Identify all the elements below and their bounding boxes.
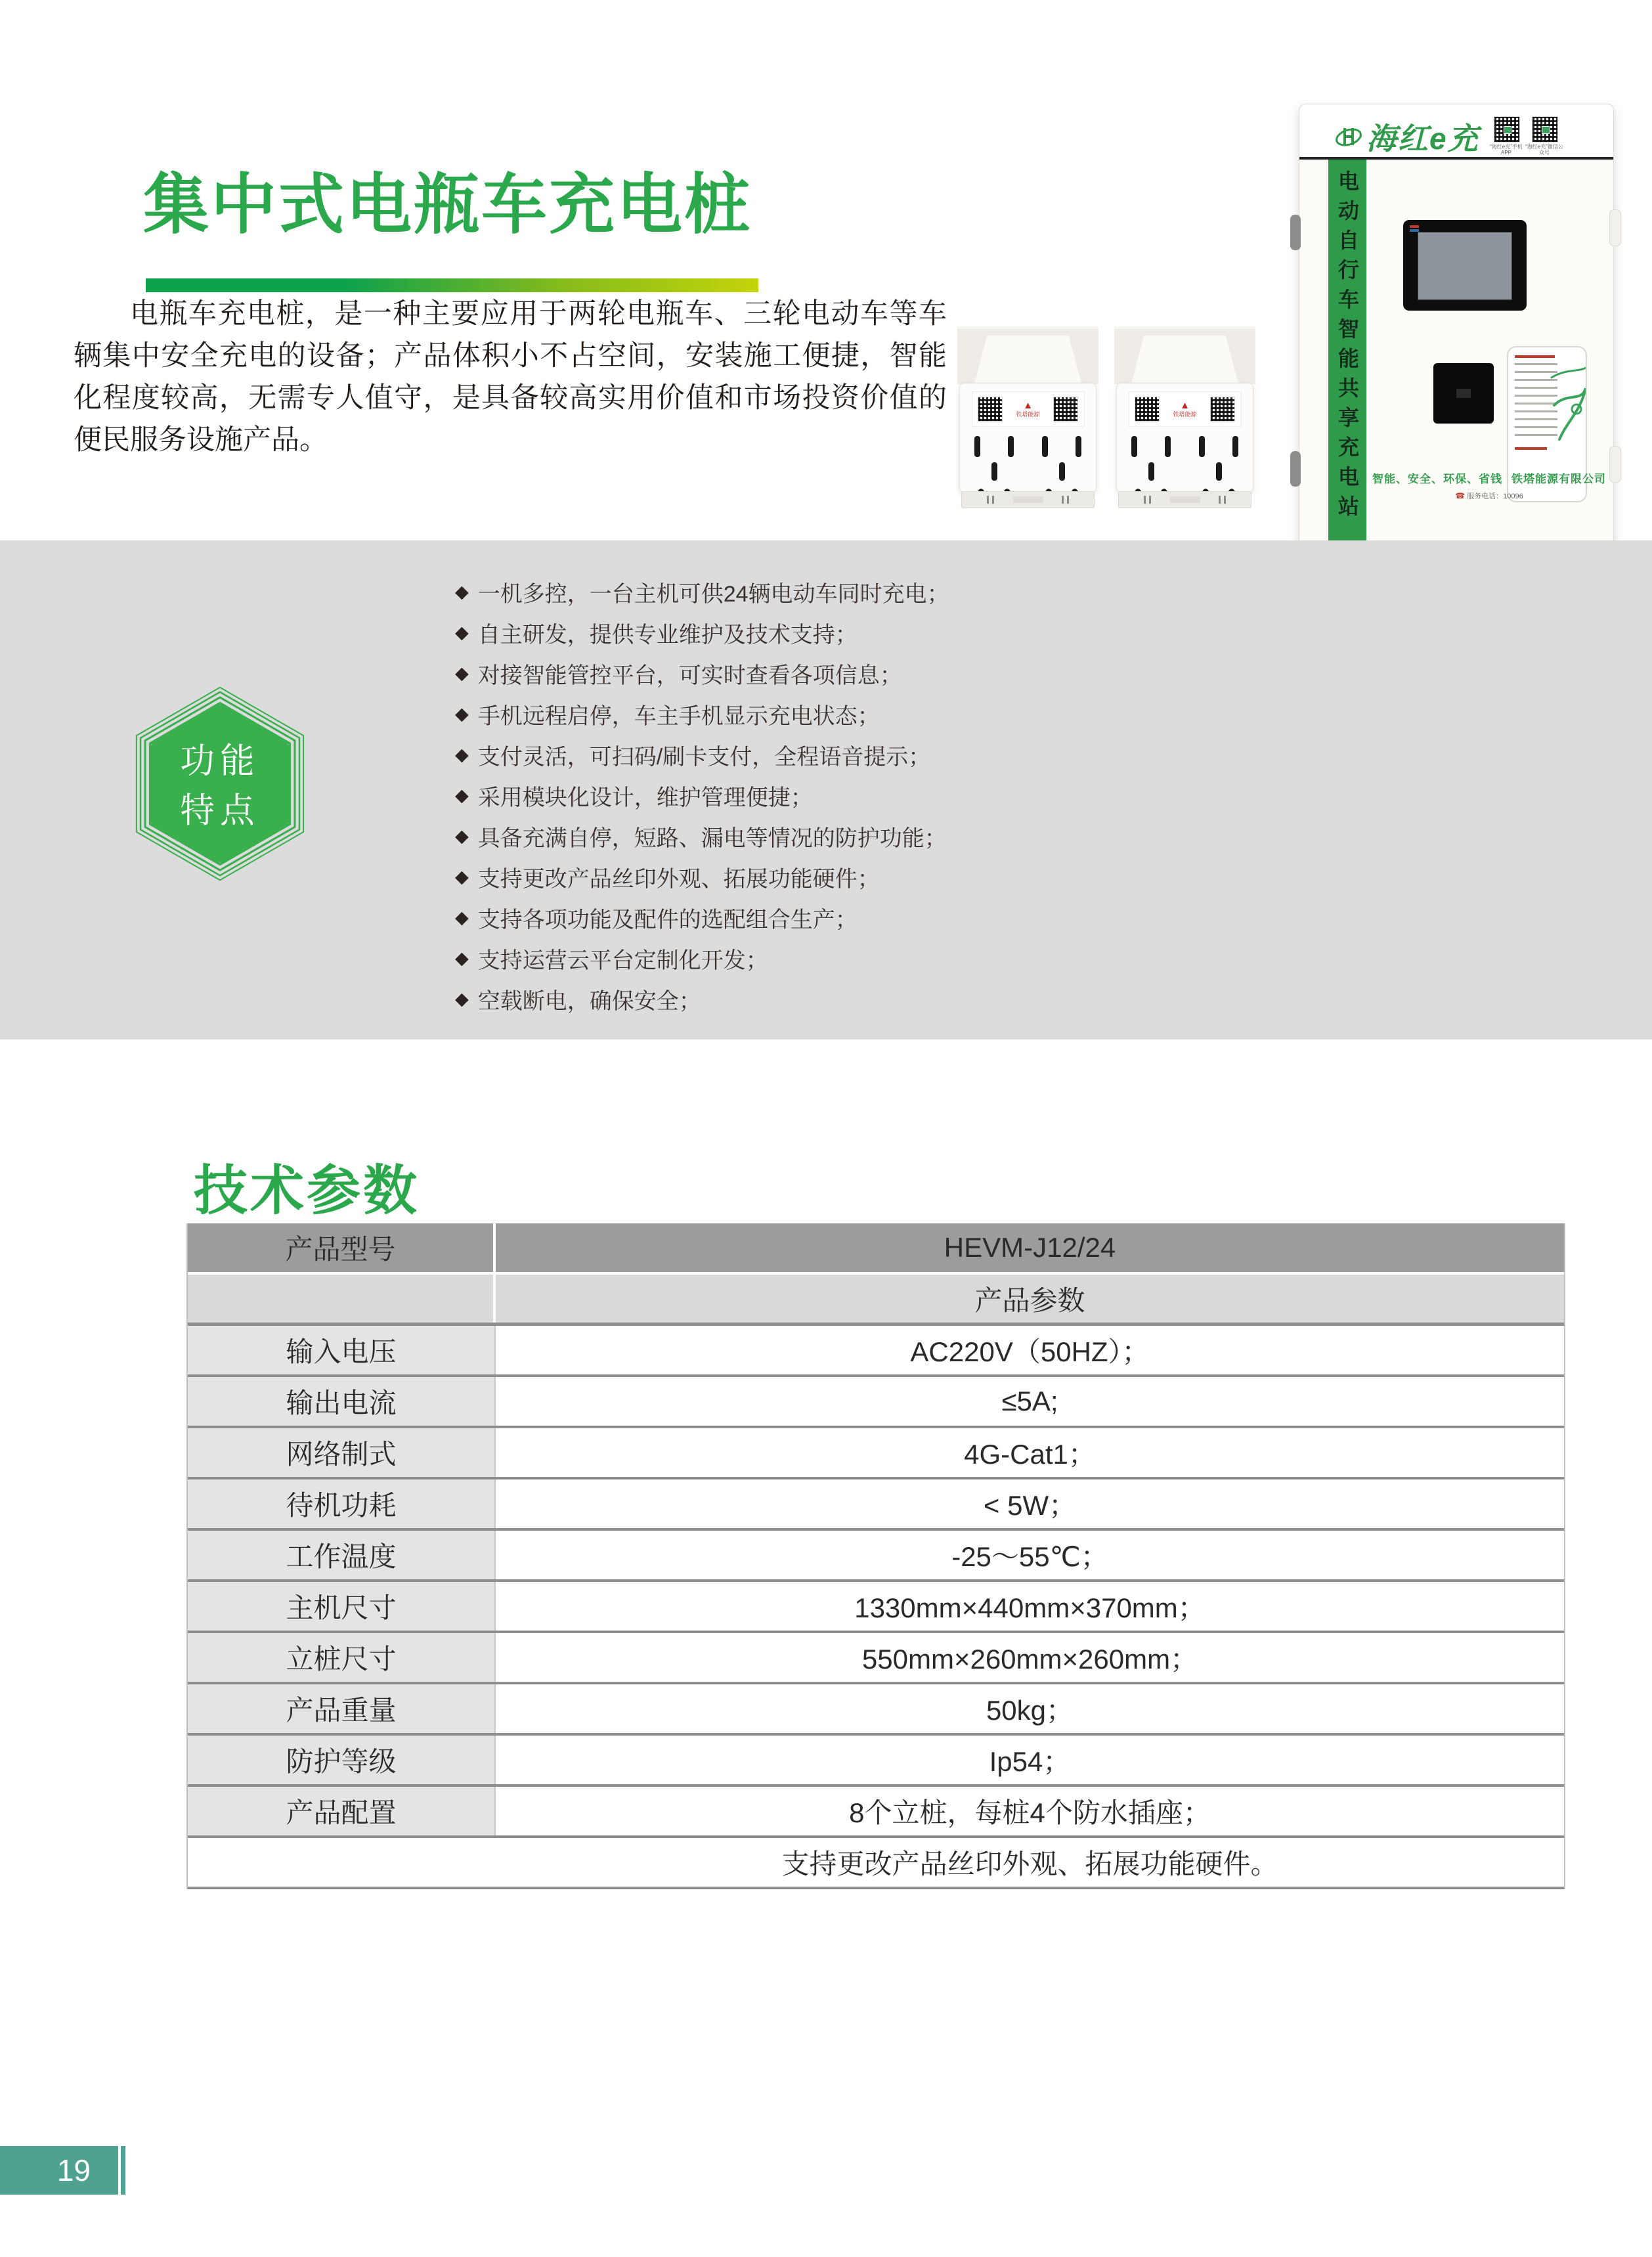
diamond-bullet-icon: ◆ <box>455 948 469 968</box>
cabinet-side-banner <box>1328 160 1366 550</box>
cabinet-touchscreen <box>1403 220 1527 311</box>
hexagon-badge-icon <box>110 664 330 900</box>
qr-code-icon <box>1532 116 1558 142</box>
product-photo-socket-box-2 <box>1114 326 1255 508</box>
socket-box-label <box>972 391 1085 427</box>
spec-value: 550mm×260mm×260mm； <box>496 1633 1564 1682</box>
badge-text-line1: 功能 <box>180 741 260 781</box>
spec-value: HEVM-J12/24 <box>944 1232 1116 1263</box>
table-row-section <box>188 1275 1564 1326</box>
spec-value: < 5W； <box>496 1479 1564 1528</box>
brand-name: 海红e充 <box>1366 121 1479 156</box>
spec-label: 主机尺寸 <box>188 1582 496 1631</box>
cabinet-qr-block <box>1490 116 1527 156</box>
diamond-bullet-icon: ◆ <box>455 866 469 887</box>
specs-heading: 技术参数 <box>194 1161 420 1221</box>
feature-text: 支付灵活，可扫码/刷卡支付，全程语音提示； <box>477 744 931 770</box>
feature-text: 支持各项功能及配件的选配组合生产； <box>477 907 858 932</box>
tower-energy-logo <box>1016 401 1039 418</box>
bird-graphic-icon <box>1548 366 1587 451</box>
qr-code-icon <box>1494 116 1520 142</box>
spec-label: 待机功耗 <box>188 1479 496 1528</box>
feature-text: 空载断电，确保安全； <box>477 988 701 1014</box>
feature-item <box>455 693 949 734</box>
table-row <box>188 1633 1564 1684</box>
tower-energy-logo <box>1173 401 1196 418</box>
cabinet-side-banner-text: 电动自行车智能共享充电站 <box>1336 170 1359 525</box>
table-row <box>188 1582 1564 1633</box>
socket-box-label <box>1129 391 1242 427</box>
spec-label: 产品型号 <box>188 1223 496 1272</box>
spec-rows <box>188 1326 1564 1838</box>
features-section <box>0 540 1652 1040</box>
spec-value: 4G-Cat1； <box>496 1428 1564 1477</box>
socket-box-front <box>1116 383 1253 493</box>
spec-label: 产品重量 <box>188 1684 496 1733</box>
feature-text: 自主研发，提供专业维护及技术支持； <box>477 622 858 647</box>
diamond-bullet-icon: ◆ <box>455 825 469 846</box>
qr-code-icon <box>978 397 1003 422</box>
qr-code-icon <box>1210 397 1235 422</box>
feature-text: 具备充满自停，短路、漏电等情况的防护功能； <box>477 825 947 851</box>
product-photo-socket-box-1 <box>957 326 1098 508</box>
brand-logo <box>1335 115 1479 158</box>
cabinet-phone <box>1370 491 1608 501</box>
socket-box-canopy <box>1114 326 1255 384</box>
mounting-bracket-icon <box>1609 446 1621 483</box>
socket-box-canopy <box>957 326 1098 384</box>
triangle-logo-icon: ▲ <box>1023 400 1033 411</box>
table-row <box>188 1428 1564 1479</box>
spec-label: 立桩尺寸 <box>188 1633 496 1682</box>
diamond-bullet-icon: ◆ <box>455 581 469 602</box>
qr-code-icon <box>1135 397 1160 422</box>
spec-footnote: 支持更改产品丝印外观、拓展功能硬件。 <box>781 1849 1278 1879</box>
socket-label-caption: 铁塔能源 <box>1016 411 1040 418</box>
section-label: 产品参数 <box>974 1284 1085 1316</box>
spec-value: 8个立桩，每桩4个防水插座； <box>496 1787 1564 1835</box>
spec-label: 工作温度 <box>188 1531 496 1579</box>
feature-list <box>455 571 949 1019</box>
feature-item <box>455 571 949 612</box>
triangle-logo-icon: ▲ <box>1180 400 1190 411</box>
feature-item <box>455 612 949 653</box>
screen-display <box>1418 232 1512 300</box>
spec-label-empty <box>188 1275 496 1323</box>
table-row <box>188 1326 1564 1377</box>
feature-text: 一机多控，一台主机可供24辆电动车同时充电； <box>477 581 949 607</box>
phone-text: 服务电话：10096 <box>1467 493 1523 500</box>
feature-item <box>455 653 949 693</box>
instruction-heading-line <box>1515 355 1555 358</box>
mounting-bracket-icon <box>1290 451 1301 487</box>
socket-label-caption: 铁塔能源 <box>1173 411 1197 418</box>
table-row <box>188 1787 1564 1838</box>
qr-caption: “海红e充”微信公众号 <box>1525 144 1563 156</box>
table-row <box>188 1531 1564 1582</box>
spec-label: 产品配置 <box>188 1787 496 1835</box>
table-row <box>188 1684 1564 1736</box>
feature-item <box>455 734 949 775</box>
feature-item <box>455 897 949 938</box>
spec-value: Ip54； <box>496 1736 1564 1784</box>
features-badge <box>110 664 330 900</box>
card-reader <box>1433 363 1494 424</box>
spec-value: ≤5A; <box>496 1377 1564 1426</box>
table-row <box>188 1479 1564 1531</box>
specs-table <box>186 1223 1565 1889</box>
cabinet-header <box>1299 104 1613 160</box>
diamond-bullet-icon: ◆ <box>455 703 469 724</box>
instruction-note-line <box>1515 447 1547 450</box>
mounting-bracket-icon <box>1609 209 1621 246</box>
intro-paragraph: 电瓶车充电桩，是一种主要应用于两轮电瓶车、三轮电动车等车辆集中安全充电的设备；产品体积小不占空间，安装施工便捷，智能化程度较高，无需专人值守，是具备较高实用价值和市场投资价值的便民服务设施产品。 <box>74 298 947 456</box>
diamond-bullet-icon: ◆ <box>455 744 469 764</box>
socket-box-ledge <box>961 491 1095 508</box>
screen-logo-icon <box>1410 225 1419 228</box>
page-title: 集中式电瓶车充电桩 <box>143 168 752 242</box>
qr-caption: “海红e充”手机APP <box>1490 144 1523 156</box>
qr-code-icon <box>1053 397 1078 422</box>
socket-box-front <box>959 383 1097 493</box>
spec-value: 50kg； <box>496 1684 1564 1733</box>
table-row-model <box>188 1223 1564 1275</box>
spec-value: 1330mm×440mm×370mm； <box>496 1582 1564 1631</box>
diamond-bullet-icon: ◆ <box>455 988 469 1009</box>
table-row-footnote <box>188 1838 1564 1889</box>
spec-label: 防护等级 <box>188 1736 496 1784</box>
feature-item <box>455 938 949 978</box>
title-underline <box>146 278 758 292</box>
page-number: 19 <box>0 2146 118 2195</box>
spec-label: 网络制式 <box>188 1428 496 1477</box>
feature-text: 支持更改产品丝印外观、拓展功能硬件； <box>477 866 880 892</box>
cabinet-slogan <box>1370 470 1608 486</box>
feature-text: 对接智能管控平台，可实时查看各项信息； <box>477 663 902 688</box>
feature-item <box>455 978 949 1019</box>
spec-label: 输入电压 <box>188 1326 496 1374</box>
socket-box-ledge <box>1118 491 1251 508</box>
badge-text-line2: 特点 <box>180 791 260 831</box>
company-name: 铁塔能源有限公司 <box>1511 473 1606 485</box>
page-number-bar <box>121 2146 125 2195</box>
product-photo-charging-cabinet <box>1299 104 1614 550</box>
spec-label: 输出电流 <box>188 1377 496 1426</box>
feature-text: 手机远程启停，车主手机显示充电状态； <box>477 703 880 729</box>
feature-item <box>455 856 949 897</box>
cabinet-qr-block <box>1525 116 1565 156</box>
phone-icon: ☎ <box>1455 491 1466 500</box>
feature-item <box>455 816 949 856</box>
diamond-bullet-icon: ◆ <box>455 622 469 642</box>
feature-text: 支持运营云平台定制化开发； <box>477 948 768 973</box>
feature-text: 采用模块化设计，维护管理便捷； <box>477 785 813 810</box>
table-row <box>188 1736 1564 1787</box>
diamond-bullet-icon: ◆ <box>455 785 469 805</box>
spec-value: -25～55℃； <box>496 1531 1564 1579</box>
feature-item <box>455 775 949 816</box>
diamond-bullet-icon: ◆ <box>455 663 469 683</box>
diamond-bullet-icon: ◆ <box>455 907 469 927</box>
slogan-text: 智能、安全、环保、省钱 <box>1372 473 1502 485</box>
brand-mark-icon <box>1335 123 1362 150</box>
spec-value: AC220V（50HZ）； <box>496 1326 1564 1374</box>
table-row <box>188 1377 1564 1428</box>
mounting-bracket-icon <box>1290 215 1301 250</box>
